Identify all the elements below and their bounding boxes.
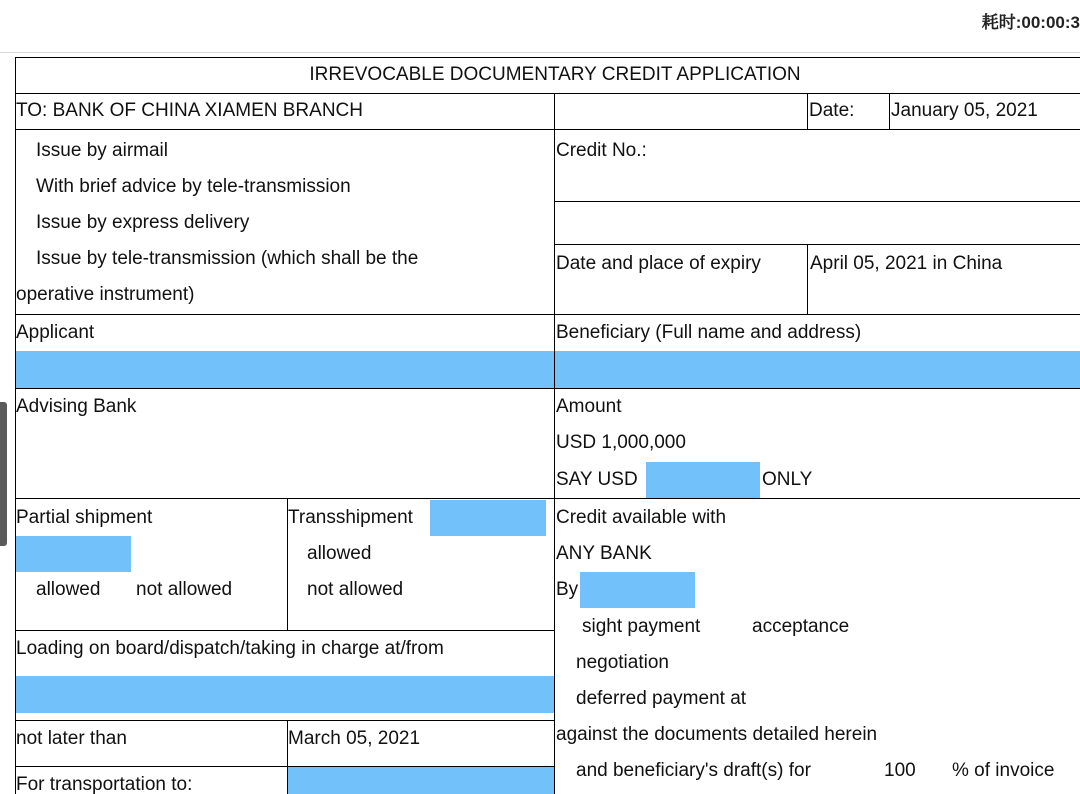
credit-available-label: Credit available with (556, 507, 727, 528)
date-value[interactable]: January 05, 2021 (891, 100, 1038, 121)
amount-say-prefix: SAY USD (556, 469, 638, 490)
draft-suffix: % of invoice (952, 760, 1055, 781)
sight-payment-option[interactable]: sight payment (582, 616, 701, 637)
issue-option-brief-advice[interactable]: With brief advice by tele-transmission (36, 176, 351, 197)
expiry-value[interactable]: April 05, 2021 in China (810, 253, 1003, 274)
partial-shipment-field[interactable] (15, 536, 131, 572)
trans-not-allowed-option[interactable]: not allowed (307, 579, 404, 600)
draft-text: and beneficiary's draft(s) for (576, 760, 811, 781)
to-bank-label: TO: BANK OF CHINA XIAMEN BRANCH (16, 100, 363, 121)
transshipment-field[interactable] (430, 500, 546, 536)
amount-label: Amount (556, 396, 622, 417)
beneficiary-field[interactable] (554, 351, 1080, 388)
credit-no-label: Credit No.: (556, 140, 647, 161)
deferred-payment-option[interactable]: deferred payment at (576, 688, 747, 709)
advising-bank-label: Advising Bank (16, 396, 137, 417)
loading-port-field[interactable] (15, 676, 554, 713)
grid-line (15, 314, 1080, 315)
by-label: By (556, 579, 579, 600)
scroll-handle[interactable] (0, 402, 7, 546)
elapsed-timer: 耗时:00:00:3 (981, 13, 1080, 32)
grid-line (889, 93, 890, 129)
amount-value[interactable]: USD 1,000,000 (556, 432, 686, 453)
issue-option-tele-transmission[interactable]: Issue by tele-transmission (which shall be the (36, 248, 419, 269)
issue-option-airmail[interactable]: Issue by airmail (36, 140, 168, 161)
issue-option-express[interactable]: Issue by express delivery (36, 212, 250, 233)
grid-line (15, 388, 1080, 389)
applicant-field[interactable] (15, 351, 554, 388)
transportation-destination-field[interactable] (287, 766, 554, 794)
grid-line (15, 57, 16, 794)
applicant-label: Applicant (16, 322, 95, 343)
issue-option-tele-transmission-cont: operative instrument) (16, 284, 195, 305)
credit-application-form (15, 57, 1080, 794)
grid-line (807, 93, 808, 129)
trans-allowed-option[interactable]: allowed (307, 543, 372, 564)
grid-line (807, 244, 808, 314)
not-later-than-value[interactable]: March 05, 2021 (288, 728, 421, 749)
date-label: Date: (809, 100, 855, 121)
credit-available-value[interactable]: ANY BANK (556, 543, 652, 564)
header-divider (0, 52, 1080, 53)
transportation-label: For transportation to: (16, 774, 193, 794)
partial-allowed-option[interactable]: allowed (36, 579, 101, 600)
acceptance-option[interactable]: acceptance (752, 616, 850, 637)
beneficiary-label: Beneficiary (Full name and address) (556, 322, 862, 343)
grid-line (15, 498, 1080, 499)
grid-line (15, 129, 1080, 130)
grid-line (554, 93, 555, 794)
draft-percent-value[interactable]: 100 (884, 760, 916, 781)
grid-line (554, 201, 1080, 202)
negotiation-option[interactable]: negotiation (576, 652, 669, 673)
form-title: IRREVOCABLE DOCUMENTARY CREDIT APPLICATION (309, 64, 801, 85)
grid-line (554, 244, 1080, 245)
payment-method-field[interactable] (580, 572, 695, 608)
loading-label: Loading on board/dispatch/taking in charge at/from (16, 638, 444, 659)
partial-shipment-label: Partial shipment (16, 507, 153, 528)
amount-in-words-field[interactable] (646, 462, 760, 498)
partial-not-allowed-option[interactable]: not allowed (136, 579, 233, 600)
not-later-than-label: not later than (16, 728, 127, 749)
amount-say-suffix: ONLY (762, 469, 813, 490)
expiry-label: Date and place of expiry (556, 253, 761, 274)
against-documents-text: against the documents detailed herein (556, 724, 878, 745)
transshipment-label: Transshipment (288, 507, 413, 528)
